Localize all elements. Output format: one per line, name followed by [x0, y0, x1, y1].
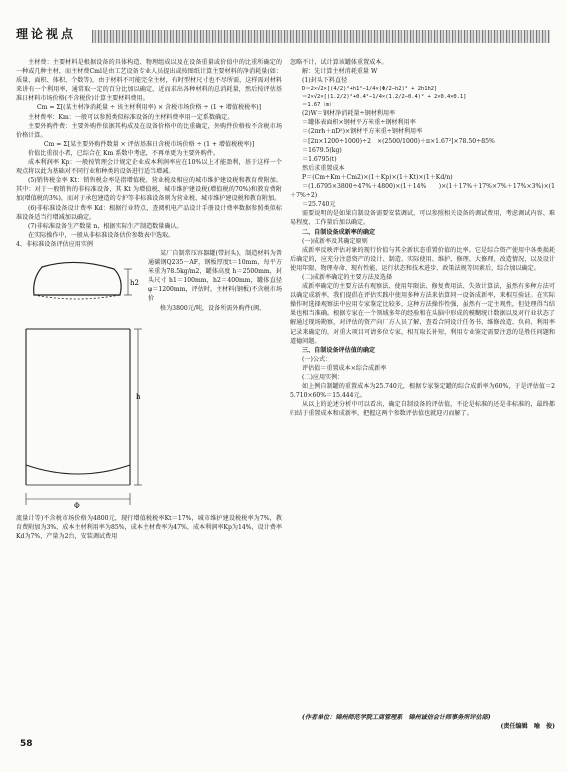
paragraph-intro: 忽略不计，试计算该罐体重置成本。 — [290, 59, 388, 66]
subsection-example: (二)应用实例： — [302, 374, 344, 381]
paragraph-design-fee: (6)非标准设备设计费率 Kd：根据行业特点，查阅机电产品设计手册设计费率数据参照类似标准设备适当行增减加以确定。 — [16, 204, 282, 221]
section-2-title: 二、自制设备成新率的确定 — [302, 228, 376, 236]
calc-line-9: ＝25.740元 — [302, 201, 336, 209]
calc-line-8: ＝(1.6795×3800÷47%＋4800)×(1＋14% )×(1＋17%＋17%×7%＋17%×3%)×(1＋7%÷2) — [290, 183, 555, 200]
calc-line-1: ＝罐体表面积×钢材平方米重÷钢材利用率 — [302, 119, 416, 127]
paragraph-example-result: 如上例自制罐的重置成本为25.740元，根据专家鉴定罐的综合成新率为60%，于是评估值＝25.710×60%＝15.444元。 — [290, 383, 555, 400]
formula-purchased: Cm = Σ[某主要外购件数量 × 评估基准日含税市场价格 ÷ (1 + 增值税税率)] — [43, 140, 255, 148]
right-column — [290, 58, 555, 418]
calc-line-7: P＝(Cm÷Km＋Cm2)×(1＋Kp)×(1＋Kt)×(1＋Kd/n) — [302, 173, 453, 181]
paragraph-profit-rate: 成本利润率 Kp：一般按管理会计规定企业成本利润率应在10%以上才能盈利，基于这样一个观点将以此为基础对不同行业和种类的设备进行适当增减。 — [16, 159, 282, 176]
paragraph-methods: 成新率确定的主要方法有观察法、使用年限法、修复费用法、失效计算法，虽然有多种方法可以确定成新率，我们提倡在评估实践中使用多种方法来估算同一设备成新率，来相互验证。在实际操作时选择观察法中应用专家鉴定比较多，这种方法操作性强，虽然有一定主观性，但处理得当结果也相当准确。根据专家在一个领域多年的经验和在头脑中形成的模糊统计数据以及对行业状态了解通过现场勘察，对评估的资产向厂方人员了解，查看合同设计任务书、维修改造、负荷、利用率记录来确定的，对重大项目可请多位专家，相互取长补短，利用专业鉴定需要注意的是胜任问题和道德问题。 — [290, 283, 555, 345]
paragraph-conclusion: 从以上的论述分析中可以看出，确定自制设备的评估值，不论是标准的还是非标准的，最终都归结于重置成本和成新率，把握这两个参数评估值也就迎刃而解了。 — [290, 401, 555, 418]
calc-line-4: ＝1679.5(kg) — [302, 146, 342, 154]
calc-line-2: ＝(2πrh＋πD²)×钢材平方米重÷钢材利用率 — [302, 128, 423, 136]
author-affiliation: (作者单位：锦州师范学院工商管理系 锦州诚信会计师事务所评估部) — [302, 714, 491, 721]
calc-line-6: 然后求重置成本 — [302, 164, 345, 172]
section-title: 理论视点 — [16, 27, 77, 41]
article-footer — [290, 713, 555, 731]
step-2: (2)W＝钢材净消耗量÷钢材利用率 — [302, 110, 396, 118]
formula-cm: Cm = Σ[(某主材净消耗量 ÷ 该主材利用率) × 含税市场价格 ÷ (1 + 增值税税率)] — [36, 104, 262, 112]
tank-figure-block — [16, 249, 282, 514]
label-phi: Φ — [74, 501, 80, 510]
paragraph-quantity: (7)非标准设备生产数量 n，根据实际生产制造数量确认。 — [28, 222, 183, 230]
step-1: (1)封头下料直径 — [302, 77, 348, 85]
header-decorative-band — [92, 30, 550, 43]
paragraph-newness: 成新率反映评估对象的现行价值与其全新状态重置价值的比率。它是综合资产使用中各类损耗后确定的，应充分注意资产的设计、制造、实际使用、维护、修理、大修理、改造情况，以及设计使用年限、物理寿命、现有性能、运行状态和技术进步、政策法规等因素后，综合加以确定。 — [290, 246, 555, 272]
formula-line-2: ＝2×√2×[(1.2/2)²+0.4²−1/4×(1.2/2−0.4)² + 2×0.4×0.1] — [302, 94, 467, 101]
calc-line-5: ＝1.6795(t) — [302, 155, 337, 163]
paragraph-example-heading: 4、非标准设备评估应用实例 — [16, 240, 94, 248]
paragraph-main-material: 主材费：主要材料是根据设备的具体构造、物理组成以及在设备重量或价值中的比重所确定的一种或几种主材，而主材费Cml是由工艺设备专业人员提出或按图纸计算主要材料的净消耗量(如：质量、面积、体积、个数等)，由于材料不可能完全主材，有时型材尺寸也不尽所需，这样需对材料来讲有一个利用率，通常取一定的百分比加以确定，近而求出各种材料的总消耗量，然后按评估基准日材料市场价格(不含税价)计算主要材料费用。 — [16, 59, 282, 103]
paragraph-example-price: 格为3800元/吨，设备所需外购件(阀、 — [160, 304, 266, 312]
label-h: h — [136, 392, 141, 401]
editor-credit: (责任编辑 喻 俊) — [500, 723, 555, 731]
figure-side-text — [148, 249, 282, 313]
solution-label: 解：先计算主材消耗重量 W — [302, 68, 378, 76]
calc-line-3: ＝[2π×1200÷1000)÷2 ×(2500/1000)＋π×1.67²]×78.50÷85% — [302, 137, 495, 145]
paragraph-example-rates: 流量计等)不含税市场价格为4800元，现行增值税税率Kt＝17%，城市维护建设税税率为7%，教育费附加为3%，成本主材利用率为85%，成本主材费率为47%，成本利润率Kp为14%，设计费率Kd为7%，产量为2台，安装调试费用 — [16, 514, 282, 541]
section-3-title: 三、自制设备评估值的确定 — [302, 346, 376, 354]
page-header — [0, 0, 567, 52]
subsection-formula: (一)公式： — [302, 355, 332, 363]
paragraph-example: 某厂自制常压容器罐(带封头)，制造材料为普通碳钢Q235－AF，钢板厚度t＝10mm，每平方米重为78.5kg/m2，罐体高度 h＝2500mm，封头尺寸 h1＝100mm，h2＝400mm，罐体直径 φ＝1200mm，评估时，主材料(钢板)不含税市场价 — [148, 249, 282, 303]
label-h2: h2 — [130, 278, 139, 287]
paragraph-value-weight: 价值比重很小者，已综合在 Km 系数中考虑，不再单更为主要外购件。 — [28, 149, 219, 157]
paragraph-purchased-parts: 主要外购件费：主要外购件依据其构成及在设备价格中的比重确定，外购件价格按不含税市场价格计算。 — [16, 122, 282, 139]
paragraph-material-rate: 主材费率：Km：一般可以参照类似标准设备的主材料费率用一定系数确定。 — [28, 113, 234, 121]
formula-line-1: D＝2×√2×[(4/2)²+h1²−1/4×(Φ/2−h2)² + 2h1h2] — [302, 86, 438, 93]
subsection-1: (一)成新率及其确定原则 — [302, 237, 368, 245]
subsection-2: (二)成新率确定的主要方法及选择 — [302, 273, 393, 281]
paragraph-practice: 在实际操作中，一般从非标准设备估价参数表中选取。 — [28, 231, 175, 239]
left-column — [16, 58, 282, 541]
tank-diagram — [16, 249, 144, 511]
paragraph-note: 需要说明的是如果自制设备需要安装调试，可以参照相关设备的调试费用，考虑调试内容、难易程度、工作量后加以确定。 — [290, 210, 555, 227]
page-number: 58 — [20, 739, 33, 749]
formula-evaluation: 评估值＝重置成本×综合成新率 — [302, 364, 387, 372]
formula-line-3: ＝1.67（m） — [302, 102, 335, 109]
paragraph-sales-tax: (5)销售税金率 Kt：销售税金率是指增值税、营业税及相应的城市维护建设税和教育费附加。其中：对于一般销售的非标准设备，其 Kt 为增值税、城市维护建设税(增值税的70%)和教育费附加(增值税的3%)，而对于承包建造的专护等非标准设备则为营业税、城市维护建设税和教育附加。 — [16, 177, 282, 203]
